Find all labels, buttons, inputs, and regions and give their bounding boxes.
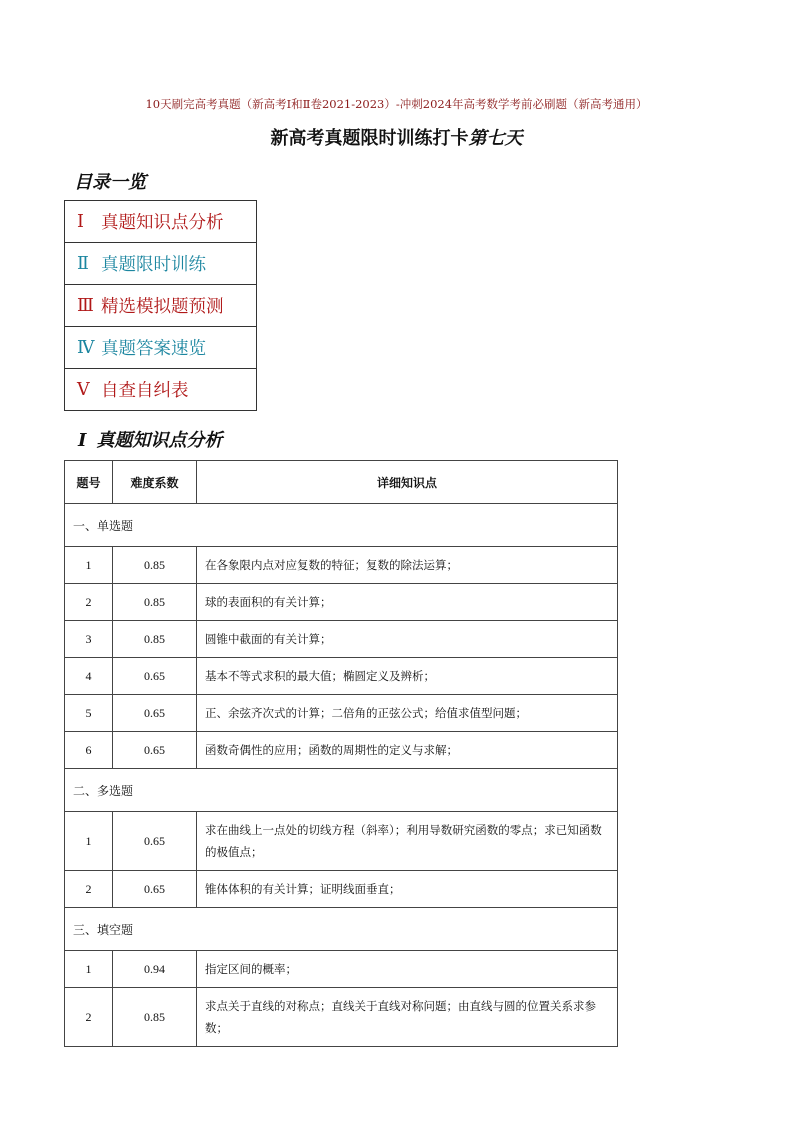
cell-difficulty: 0.65: [113, 812, 197, 871]
column-header-index: 题号: [65, 461, 113, 504]
cell-difficulty: 0.85: [113, 547, 197, 584]
table-row: [65, 951, 618, 988]
cell-index: 3: [65, 621, 113, 658]
table-header-row: [65, 461, 618, 504]
cell-difficulty: 0.65: [113, 871, 197, 908]
column-header-detail: 详细知识点: [197, 461, 618, 504]
toc-item-3[interactable]: [65, 285, 256, 327]
toc-item-label: 真题限时训练: [101, 255, 206, 275]
toc-item-num: Ⅳ: [77, 337, 95, 358]
cell-detail: 基本不等式求积的最大值；椭圆定义及辨析；: [197, 658, 618, 695]
cell-index: 1: [65, 951, 113, 988]
cell-index: 2: [65, 871, 113, 908]
page-title-day: 第七天: [468, 128, 523, 149]
section-heading-num: Ⅰ: [78, 430, 87, 451]
toc-item-2[interactable]: [65, 243, 256, 285]
cell-index: 4: [65, 658, 113, 695]
cell-detail: 求点关于直线的对称点；直线关于直线对称问题；由直线与圆的位置关系求参数；: [197, 988, 618, 1047]
table-row: [65, 621, 618, 658]
cell-difficulty: 0.65: [113, 658, 197, 695]
category-label: 二、多选题: [65, 769, 618, 812]
toc-list: [64, 200, 257, 411]
cell-difficulty: 0.65: [113, 695, 197, 732]
cell-index: 1: [65, 812, 113, 871]
toc-item-5[interactable]: [65, 369, 256, 411]
toc-item-label: 自查自纠表: [101, 381, 189, 401]
cell-detail: 函数奇偶性的应用；函数的周期性的定义与求解；: [197, 732, 618, 769]
category-row: [65, 769, 618, 812]
table-row: [65, 658, 618, 695]
category-label: 三、填空题: [65, 908, 618, 951]
toc-item-num: Ⅰ: [77, 211, 84, 232]
cell-index: 5: [65, 695, 113, 732]
table-row: [65, 584, 618, 621]
category-label: 一、单选题: [65, 504, 618, 547]
table-row: [65, 547, 618, 584]
cell-difficulty: 0.85: [113, 988, 197, 1047]
cell-detail: 在各象限内点对应复数的特征；复数的除法运算；: [197, 547, 618, 584]
category-row: [65, 504, 618, 547]
cell-detail: 正、余弦齐次式的计算；二倍角的正弦公式；给值求值型问题；: [197, 695, 618, 732]
cell-detail: 求在曲线上一点处的切线方程（斜率）；利用导数研究函数的零点；求已知函数的极值点；: [197, 812, 618, 871]
toc-item-num: Ⅲ: [77, 295, 94, 316]
section-heading-title: 真题知识点分析: [96, 430, 223, 451]
toc-item-label: 精选模拟题预测: [101, 297, 224, 317]
cell-detail: 球的表面积的有关计算；: [197, 584, 618, 621]
toc-item-num: Ⅱ: [77, 253, 89, 274]
cell-index: 2: [65, 988, 113, 1047]
cell-detail: 锥体体积的有关计算；证明线面垂直；: [197, 871, 618, 908]
toc-heading: 目录一览: [74, 172, 146, 193]
cell-index: 1: [65, 547, 113, 584]
cell-difficulty: 0.94: [113, 951, 197, 988]
cell-index: 2: [65, 584, 113, 621]
header-subtitle: 10天刷完高考真题（新高考Ⅰ和Ⅱ卷2021-2023）-冲刺2024年高考数学考前必刷题（新高考通用）: [145, 97, 648, 111]
table-row: [65, 871, 618, 908]
cell-index: 6: [65, 732, 113, 769]
cell-difficulty: 0.85: [113, 584, 197, 621]
table-row: [65, 988, 618, 1047]
category-row: [65, 908, 618, 951]
knowledge-point-table: [64, 460, 618, 1047]
page-title: [0, 124, 793, 150]
toc-item-label: 真题知识点分析: [101, 213, 224, 233]
cell-difficulty: 0.85: [113, 621, 197, 658]
toc-item-label: 真题答案速览: [101, 339, 206, 359]
section-heading: [78, 426, 222, 452]
toc-item-num: Ⅴ: [77, 379, 90, 400]
toc-item-4[interactable]: [65, 327, 256, 369]
table-row: [65, 695, 618, 732]
column-header-difficulty: 难度系数: [113, 461, 197, 504]
table-row: [65, 732, 618, 769]
cell-detail: 圆锥中截面的有关计算；: [197, 621, 618, 658]
cell-detail: 指定区间的概率；: [197, 951, 618, 988]
page-title-main: 新高考真题限时训练打卡: [270, 128, 469, 149]
table-row: [65, 812, 618, 871]
cell-difficulty: 0.65: [113, 732, 197, 769]
toc-item-1[interactable]: [65, 201, 256, 243]
